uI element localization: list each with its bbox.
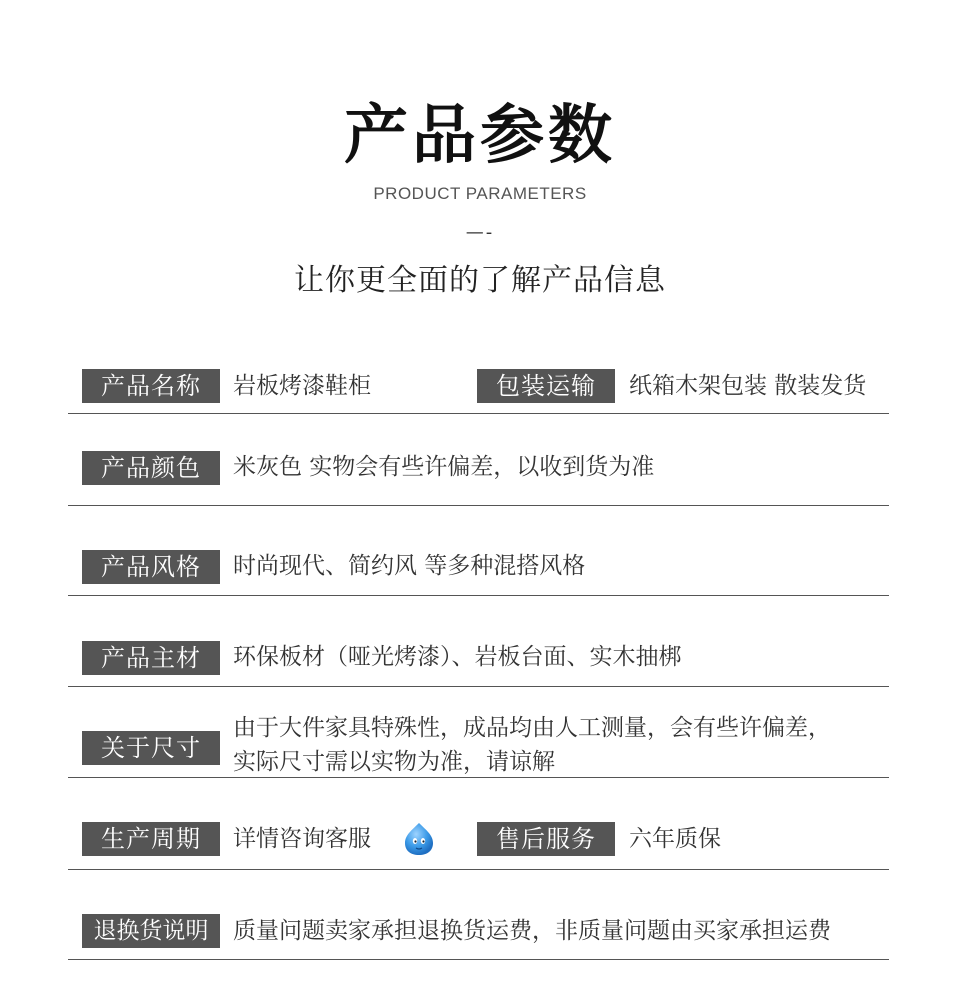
label-product-color: 产品颜色: [82, 451, 220, 485]
label-product-name: 产品名称: [82, 369, 220, 403]
value-production-cycle: 详情咨询客服: [233, 826, 371, 852]
value-about-size-line-1: 由于大件家具特殊性，成品均由人工测量，会有些许偏差，: [233, 715, 831, 741]
page-title: 产品参数: [344, 99, 616, 173]
value-product-style: 时尚现代、简约风 等多种混搭风格: [233, 553, 586, 579]
value-product-name: 岩板烤漆鞋柜: [233, 373, 371, 399]
value-packaging: 纸箱木架包装 散装发货: [629, 373, 867, 399]
label-returns-policy: 退换货说明: [82, 914, 220, 948]
label-product-material: 产品主材: [82, 641, 220, 675]
label-after-sales: 售后服务: [477, 822, 615, 856]
qq-penguin-icon[interactable]: [401, 821, 437, 857]
value-about-size: [233, 711, 831, 779]
label-production-cycle: 生产周期: [82, 822, 220, 856]
label-about-size: 关于尺寸: [82, 731, 220, 765]
label-product-style: 产品风格: [82, 550, 220, 584]
page-tagline: 让你更全面的了解产品信息: [294, 263, 666, 298]
value-product-color: 米灰色 实物会有些许偏差，以收到货为准: [233, 454, 655, 480]
value-product-material: 环保板材（哑光烤漆）、岩板台面、实木抽梆: [233, 644, 682, 670]
value-about-size-line-2: 实际尺寸需以实物为准，请谅解: [233, 749, 555, 775]
value-after-sales: 六年质保: [629, 826, 721, 852]
divider-mark: —-: [465, 222, 495, 243]
page-subtitle-english: PRODUCT PARAMETERS: [373, 184, 587, 203]
value-returns-policy: 质量问题卖家承担退换货运费，非质量问题由买家承担运费: [233, 918, 831, 944]
label-packaging: 包装运输: [477, 369, 615, 403]
